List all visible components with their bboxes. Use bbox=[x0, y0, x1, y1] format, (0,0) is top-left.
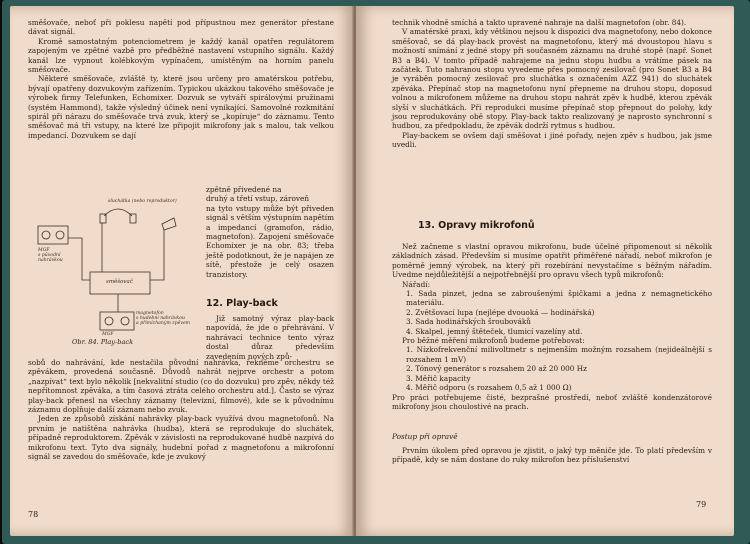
label-mixer: směšovač bbox=[106, 279, 133, 285]
list-item: 4. Měřič odporu (s rozsahem 0,5 až 1 000 Ω) bbox=[406, 383, 572, 393]
paragraph: technik vhodně smíchá a takto upravené nahraje na další magnetofon (obr. 84). bbox=[392, 18, 687, 27]
list-item: 2. Zvětšovací lupa (nejlépe dvouoká — hodinářská) bbox=[406, 307, 595, 317]
paragraph: zpětně přivedené na bbox=[206, 185, 282, 194]
paragraph: Některé směšovače, zvláště ty, které jsou určeny pro amatérskou potřebu, bývají opatřeny dozvukovým zařízením. Typickou ukázkou takového směšovače je výrobek firmy Telefunken, Echomixer. Dozvuk se vytváří spirálovými pružinami (systém Hammond), takže výsledný účinek není vynikající. Samovolné rozkmitání spirál při nárazu do směšovače trvá zvuk, který se „kopíruje“ do záznamu. Tento směšovač má tři vstupy, na které lze připojit mikrofony jak s malou, tak velkou impedancí. Dozvukem se dají bbox=[28, 74, 334, 140]
section-title-play-back: 12. Play-back bbox=[206, 298, 278, 309]
left-page bbox=[10, 6, 354, 536]
label-headphones: sluchátka (nebo reproduktor) bbox=[108, 199, 177, 204]
subsection-title: Postup při opravě bbox=[392, 432, 458, 441]
left-section-text bbox=[206, 314, 334, 361]
paragraph: Jeden ze způsobů získání nahrávky play-back využívá dvou magnetofonů. Na prvním je natištěna nahrávka (hudba), která se reprodukuje do sluchátek, případně reproduktorem. Zpěvák v závislosti na reprodukované hudbě nazpívá do mikrofonu text. Tyto dva signály, hudební pořad z magnetofonu a mikrofonní signál se zavedou do směšovače, kde je zvukový bbox=[28, 414, 334, 462]
measures-list bbox=[392, 345, 712, 392]
paragraph: Play-backem se ovšem dají směšovat i jiné pořady, nejen zpěv s hudbou, jak jsme uvedli. bbox=[392, 130, 712, 150]
figure-play-back bbox=[32, 194, 198, 358]
paragraph: Kromě samostatným potenciometrem je každý kanál opatřen regulátorem zapojeným ve zpětné vazbě pro předběžné nastavení vstupního signálu. Každý kanál lze vypnout kolébkovým vypínačem, umístěným na horním panelu směšovače. bbox=[28, 36, 334, 75]
list-item: 2. Tónový generátor s rozsahem 20 až 20 000 Hz bbox=[406, 364, 587, 374]
list-item: 1. Nízkofrekvenční milivoltmetr s nejmenším možným rozsahem (nejideálnější s rozsahem 1 mV) bbox=[406, 345, 712, 364]
right-page bbox=[356, 6, 734, 536]
list-item: 4. Skalpel, jemný štěteček, tlumicí vazelíny atd. bbox=[406, 326, 583, 336]
label-mgf-original: MGF s původní nahrávkou bbox=[38, 248, 63, 263]
tools-header: Nářadí: bbox=[402, 279, 431, 289]
figure-caption: Obr. 84. Play-back bbox=[72, 338, 134, 346]
paragraph: na tyto vstupy může být přiveden signál s větším výstupním napětím a impedancí (gramofon, rádio, magnetofon). Zapojení směšovače Echomixer je na obr. 83; třeba ještě podotknout, že je napájen ze sítě, přestože je celý osazen tranzistory. bbox=[206, 203, 334, 279]
paragraph: Pro práci potřebujeme čisté, bezprašné prostředí, neboť zvláště kondenzátorové mikrofony jsou choulostivé na prach. bbox=[392, 392, 712, 411]
paragraph: Prvním úkolem před opravou je zjistit, o jaký typ měniče jde. To platí především v případě, kdy se nám dostane do ruky mikrofon bez příslušenství bbox=[392, 446, 712, 465]
left-side-text bbox=[206, 185, 334, 279]
paragraph: sobů do nahrávání, kde nestačila původní nahrávka, řekněme orchestru se zpěvákem, provedená současně. Důvodů nahrát nejprve orchestr a potom „nazpívat“ text bylo několik [nekvalitní studio (co do dozvuku) pro zpěv, někdy též nepřítomnost zpěváka, a tím časová ztráta celého orchestru atd.]. Často se výraz play-back přenesl na všechny záznamy (televizní, filmové), kde se k původnímu záznamu doplňuje další záznam nebo zvuk. bbox=[28, 358, 334, 415]
list-item: 3. Měřič kapacity bbox=[406, 373, 471, 383]
left-top-text bbox=[28, 18, 334, 140]
tools-list bbox=[392, 289, 712, 336]
label-mgf-bottom: MGF bbox=[102, 332, 114, 337]
page-number-right: 79 bbox=[696, 500, 707, 509]
label-mgf-note: magnetofon s hudební nahrávkou a přimíchaným zpěvem bbox=[136, 311, 191, 326]
right-bottom-text bbox=[392, 446, 712, 465]
section-title-microphone-repair: 13. Opravy mikrofonů bbox=[418, 220, 535, 231]
paragraph: Již samotný výraz play-back napovídá, že jde o přehrávání. V nahrávací technice tento výraz dostal důraz především zavedením nových způ- bbox=[206, 314, 334, 361]
right-section-text bbox=[392, 242, 712, 411]
paragraph: směšovače, neboť při poklesu napětí pod přípustnou mez generátor přestane dávat signál. bbox=[28, 18, 334, 37]
left-bottom-text bbox=[28, 358, 334, 461]
paragraph: druhý a třetí vstup, zároveň bbox=[206, 194, 310, 204]
right-top-text bbox=[392, 18, 712, 150]
page-number-left: 78 bbox=[28, 510, 39, 519]
paragraph: V amatérské praxi, kdy většinou nejsou k dispozici dva magnetofony, nebo dokonce směšovač, se dá play-back provést na magnetofonu, který má dvoustopou hlavu s možností snímání z jedné stopy při současném záznamu na druhé stopě (např. Sonet B3 a B4). V tomto případě nahrajeme na jednu stopu hudbu a vrátíme pásek na začátek. Tuto nahranou stopu vyvedeme přes pomocný zesilovač (pro Sonet B3 a B4 je vyráběn pomocný zesilovač pro sluchátka s označením AZZ 941) do sluchátek zpěváka. Přepínač stop na magnetofonu nyní přepneme na druhou stopu, doposud volnou a mikrofonem můžeme na druhou stopu nahrát zpěv k hudbě, kterou zpěvák slyší v sluchátkách. Při reprodukci musíme přepínač stop přepnout do polohy, kdy jsou reprodukovány obě stopy. Play-back takto realizovaný je naprosto synchronní s hudbou, za předpokladu, že zpěvák dodrží rytmus s hudbou. bbox=[392, 27, 712, 131]
paragraph: Pro běžné měření mikrofonů budeme potřebovat: bbox=[402, 336, 585, 346]
list-item: 1. Sada pinzet, jedna se zabroušenými špičkami a jedna z nemagnetického materiálu. bbox=[406, 289, 712, 308]
paragraph: Než začneme s vlastní opravou mikrofonu, bude účelné připomenout si několik základních zásad. Především si musíme opatřit přiměřené nářadí, neboť mikrofon je poměrně jemný výrobek, na který při rozebírání nevystačíme s běžným nářadím. Uvedme nejdůležitější a nejpotřebnější pro opravu všech typů mikrofonů: bbox=[392, 242, 712, 280]
list-item: 3. Sada hodinářských šroubováků bbox=[406, 317, 531, 327]
